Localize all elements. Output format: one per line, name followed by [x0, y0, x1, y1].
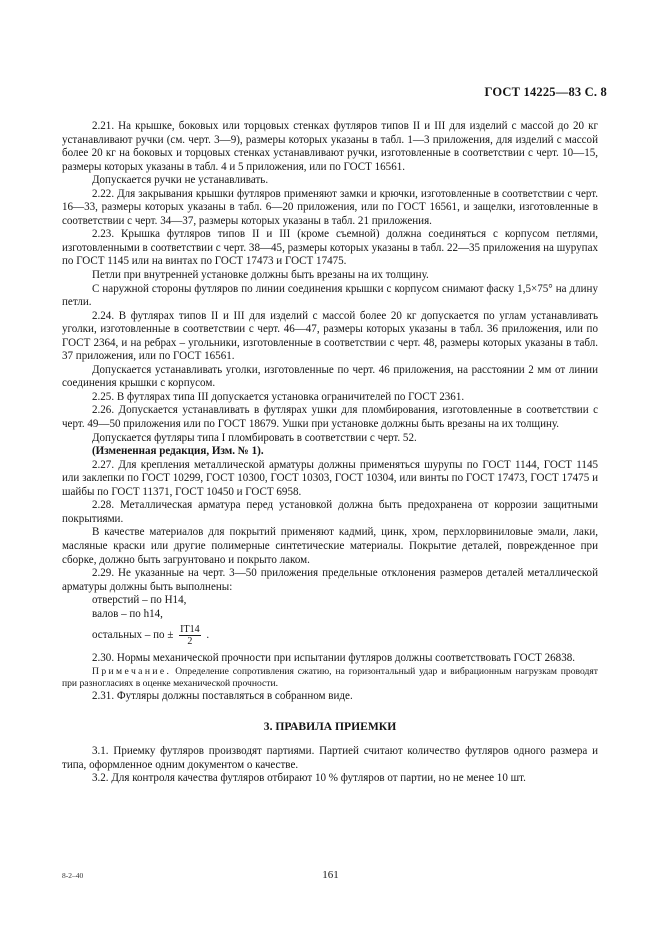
paragraph-2-21: 2.21. На крышке, боковых или торцовых стенках футляров типов II и III для изделий с массой до 20 кг устанавливают ручки (см. черт. 3—9), размеры которых указаны в табл. 1—3 приложения, для изделий с массой более 20 кг на боковых и торцовых стенках устанавливают ручки, изготовленные в соответствии с черт. 10—15, размеры которых указаны в табл. 4 и 5 приложения, или по ГОСТ 16561. [62, 120, 598, 173]
paragraph-2-30: 2.30. Нормы механической прочности при испытании футляров должны соответствовать ГОСТ 26838. [92, 652, 575, 665]
page-number: 161 [322, 869, 339, 881]
paragraph-2-26: 2.26. Допускается устанавливать в футлярах ушки для пломбирования, изготовленные в соответствии с черт. 49—50 приложения или по ГОСТ 18679. Ушки при установке должны быть врезаны на их толщину. [62, 404, 598, 431]
note-text: Определение сопротивления сжатию, на горизонтальный удар и вибрационным нагрузкам проводят при разногласиях в оценке механической прочности. [62, 665, 598, 689]
paragraph-2-28: 2.28. Металлическая арматура перед установкой должна быть предохранена от коррозии защитными покрытиями. [62, 499, 598, 525]
fraction-numerator: IT14 [180, 624, 200, 636]
paragraph-2-23: 2.23. Крышка футляров типов II и III (кроме съемной) должна соединяться с корпусом петлями, изготовленными в соответствии с черт. 38—45, размеры которых указаны в табл. 22—35 приложения на шурупах по ГОСТ 1145 или на винтах по ГОСТ 17473 и ГОСТ 17475. [62, 228, 598, 268]
note-label: Примечание. [92, 665, 172, 677]
paragraph: Петли при внутренней установке должны быть врезаны на их толщину. [92, 269, 429, 282]
paragraph: Допускается устанавливать уголки, изготовленные по черт. 46 приложения, на расстоянии 2 мм от линии соединения крышки с корпусом. [62, 363, 598, 390]
note [62, 666, 598, 690]
paragraph: Допускается ручки не устанавливать. [92, 174, 269, 187]
tolerance-fraction [179, 624, 200, 647]
page-header: ГОСТ 14225—83 С. 8 [484, 85, 607, 99]
paragraph-2-24: 2.24. В футлярах типов II и III для изделий с массой более 20 кг допускается по углам устанавливать уголки, изготовленные в соответствии с черт. 46—47, размеры которых указаны в табл. 36 приложения, или по ГОСТ 2364, и на ребрах – угольники, изготовленные в соответствии с черт. 48, размеры которых указаны в табл. 37 приложения, или по ГОСТ 16561. [62, 309, 598, 363]
document-body [62, 120, 598, 786]
tolerance-suffix: . [206, 629, 210, 642]
tolerance-prefix: остальных – по ± [92, 629, 174, 642]
paragraph-2-27: 2.27. Для крепления металлической арматуры должны применяться шурупы по ГОСТ 1144, ГОСТ 1145 или заклепки по ГОСТ 10299, ГОСТ 10300, ГОСТ 10303, ГОСТ 10304, или винты по ГОСТ 17473, ГОСТ 17475 и шайбы по ГОСТ 11371, ГОСТ 10450 и ГОСТ 6958. [62, 458, 598, 498]
paragraph: Допускается футляры типа I пломбировать в соответствии с черт. 52. [92, 431, 417, 444]
tolerance-other [62, 624, 598, 647]
amendment-note: (Измененная редакция, Изм. № 1). [92, 445, 264, 458]
tolerance-holes: отверстий – по Н14, [92, 594, 187, 607]
paragraph-2-25: 2.25. В футлярах типа III допускается установка ограничителей по ГОСТ 2361. [92, 390, 465, 403]
paragraph-2-29: 2.29. Не указанные на черт. 3—50 приложения предельные отклонения размеров деталей металлической арматуры должны быть выполнены: [62, 567, 598, 593]
paragraph-2-22: 2.22. Для закрывания крышки футляров применяют замки и крючки, изготовленные в соответствии с черт. 16—33, размеры которых указаны в табл. 6—20 приложения, или по ГОСТ 16561, и защелки, изготовленные в соответствии с черт. 34—37, размеры которых указаны в табл. 21 приложения. [62, 187, 598, 227]
paragraph: В качестве материалов для покрытий применяют кадмий, цинк, хром, перхлорвиниловые эмали, лаки, масляные краски или другие полимерные синтетические материалы. Покрытие деталей, поврежденное при сборке, должно быть загрунтовано и покрыто лаком. [62, 526, 598, 566]
tolerance-shafts: валов – по h14, [92, 607, 163, 620]
paragraph-3-1: 3.1. Приемку футляров производят партиями. Партией считают количество футляров одного размера и типа, оформленное одним документом о качестве. [62, 745, 598, 771]
paragraph: С наружной стороны футляров по линии соединения крышки с корпусом снимают фаску 1,5×75° на длину петли. [62, 282, 598, 309]
section-title: 3. ПРАВИЛА ПРИЕМКИ [263, 719, 397, 733]
fraction-denominator: 2 [187, 636, 193, 648]
paragraph-3-2: 3.2. Для контроля качества футляров отбирают 10 % футляров от партии, но не менее 10 шт. [92, 772, 526, 785]
print-code: 8-2–40 [62, 871, 84, 880]
paragraph-2-31: 2.31. Футляры должны поставляться в собранном виде. [92, 690, 353, 703]
